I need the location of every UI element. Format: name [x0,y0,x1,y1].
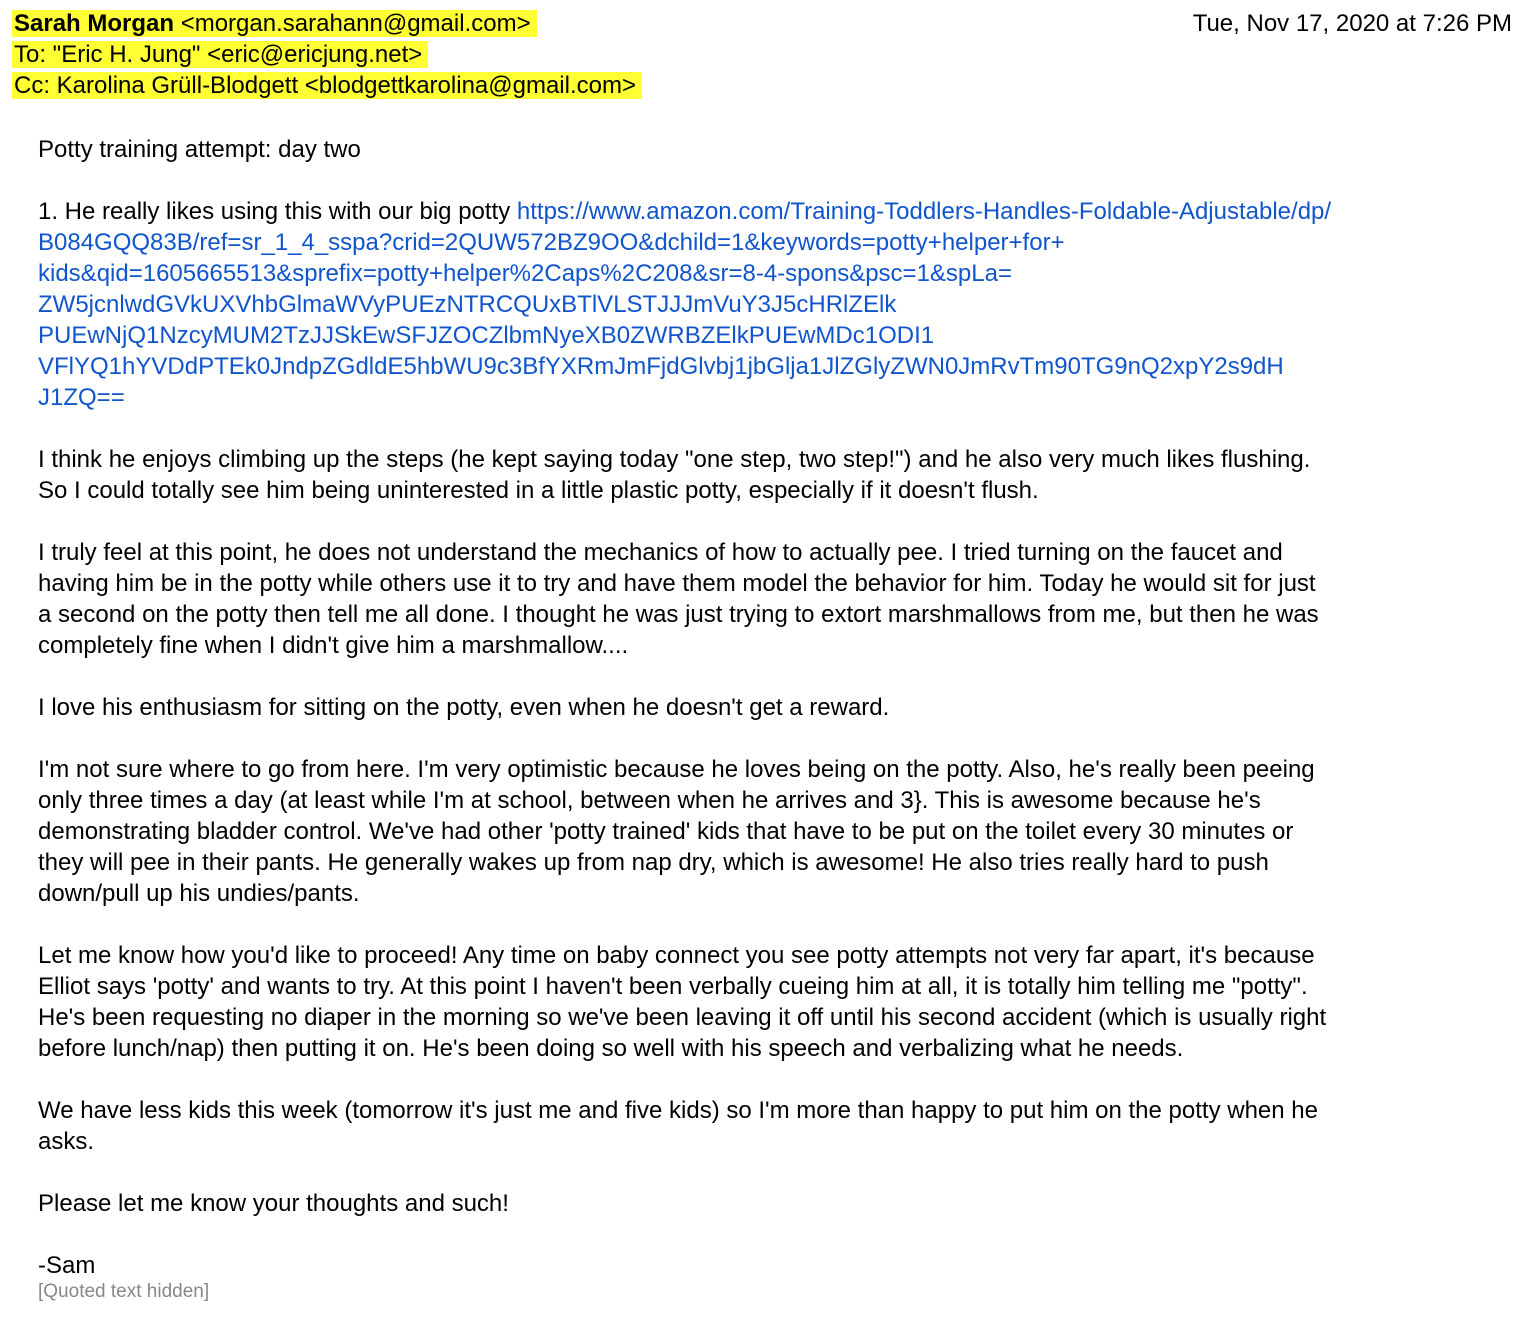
paragraph-thoughts [38,1188,1498,1219]
to-recipient[interactable]: To: "Eric H. Jung" <eric@ericjung.net> [12,41,428,68]
text-line: completely fine when I didn't give him a marshmallow.... [38,632,629,659]
text-line: demonstrating bladder control. We've had other 'potty trained' kids that have to be put on the toilet every 30 minutes or [38,818,1294,845]
paragraph-steps [38,444,1498,506]
email-header [12,8,1512,101]
quoted-text-toggle[interactable]: [Quoted text hidden] [38,1281,210,1302]
text-line: I'm not sure where to go from here. I'm very optimistic because he loves being on the potty. Also, he's really been peeing [38,756,1315,783]
text-line: He's been requesting no diaper in the morning so we've been leaving it off until his second accident (which is usually right [38,1004,1327,1031]
email-body [38,134,1498,1305]
text-line: having him be in the potty while others use it to try and have them model the behavior for him. Today he would sit for just [38,570,1316,597]
paragraph-mechanics [38,537,1498,661]
cc-line [12,70,1512,101]
link-line[interactable]: ZW5jcnlwdGVkUXVhbGlmaWVyPUEzNTRCQUxBTlVLSTJJJmVuY3J5cHRlZElk [38,291,897,318]
link-line[interactable]: B084GQQ83B/ref=sr_1_4_sspa?crid=2QUW572BZ9OO&dchild=1&keywords=potty+helper+for+ [38,229,1065,256]
item-one-prefix: 1. He really likes using this with our big potty [38,198,517,225]
subject-line: Potty training attempt: day two [38,136,361,163]
text-line: Please let me know your thoughts and such! [38,1190,509,1217]
item-one-paragraph [38,196,1498,413]
text-line: Let me know how you'd like to proceed! Any time on baby connect you see potty attempts not very far apart, it's because [38,942,1315,969]
link-line[interactable]: kids&qid=1605665513&sprefix=potty+helper%2Caps%2C208&sr=8-4-spons&psc=1&spLa= [38,260,1012,287]
paragraph-optimistic [38,754,1498,909]
text-line: a second on the potty then tell me all done. I thought he was just trying to extort marshmallows from me, but then he was [38,601,1319,628]
paragraph-proceed [38,940,1498,1064]
text-line: down/pull up his undies/pants. [38,880,360,907]
paragraph-less-kids [38,1095,1498,1157]
cc-recipient[interactable]: Cc: Karolina Grüll-Blodgett <blodgettkarolina@gmail.com> [12,72,642,99]
signature: -Sam [38,1252,96,1279]
link-line[interactable]: https://www.amazon.com/Training-Toddlers-Handles-Foldable-Adjustable/dp/ [516,198,1332,225]
to-line [12,39,1512,70]
link-line[interactable]: J1ZQ== [38,384,125,411]
text-line: So I could totally see him being uninterested in a little plastic potty, especially if it doesn't flush. [38,477,1039,504]
from-highlight [12,10,537,37]
paragraph-enthusiasm [38,692,1498,723]
text-line: We have less kids this week (tomorrow it's just me and five kids) so I'm more than happy to put him on the potty when he [38,1097,1318,1124]
sender-email[interactable]: <morgan.sarahann@gmail.com> [180,10,531,37]
email-date: Tue, Nov 17, 2020 at 7:26 PM [1192,10,1512,37]
link-line[interactable]: VFlYQ1hYVDdPTEk0JndpZGdldE5hbWU9c3BfYXRmJmFjdGlvbj1jbGlja1JlZGlyZWN0JmRvTm90TG9nQ2xpY2s9dH [38,353,1284,380]
sender-name[interactable]: Sarah Morgan [14,10,175,37]
text-line: Elliot says 'potty' and wants to try. At this point I haven't been verbally cueing him at all, it is totally him telling me "potty". [38,973,1308,1000]
text-line: only three times a day (at least while I'm at school, between when he arrives and 3}. This is awesome because he's [38,787,1261,814]
text-line: I think he enjoys climbing up the steps (he kept saying today "one step, two step!") and he also very much likes flushing. [38,446,1311,473]
amazon-product-link[interactable] [38,198,1498,413]
text-line: I truly feel at this point, he does not understand the mechanics of how to actually pee. I tried turning on the faucet and [38,539,1283,566]
text-line: they will pee in their pants. He generally wakes up from nap dry, which is awesome! He also tries really hard to push [38,849,1269,876]
text-line: asks. [38,1128,95,1155]
link-line[interactable]: PUEwNjQ1NzcyMUM2TzJJSkEwSFJZOCZlbmNyeXB0ZWRBZElkPUEwMDc1ODI1 [38,322,935,349]
text-line: before lunch/nap) then putting it on. He's been doing so well with his speech and verbalizing what he needs. [38,1035,1184,1062]
text-line: I love his enthusiasm for sitting on the potty, even when he doesn't get a reward. [38,694,890,721]
